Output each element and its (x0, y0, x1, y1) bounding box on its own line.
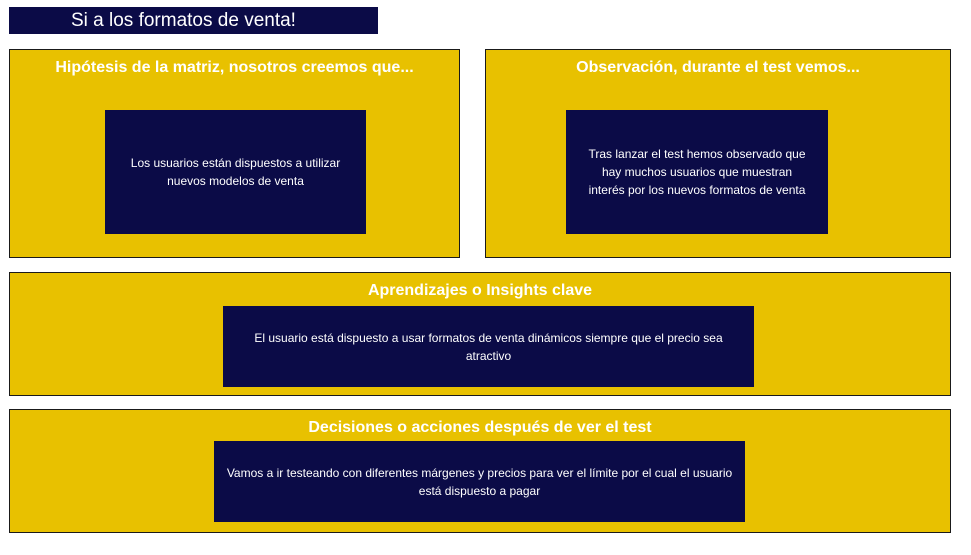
decisions-heading: Decisiones o acciones después de ver el test (308, 419, 652, 436)
observation-text: Tras lanzar el test hemos observado que hay muchos usuarios que muestran interés por los nuevos formatos de venta (566, 110, 828, 234)
decisions-text: Vamos a ir testeando con diferentes márgenes y precios para ver el límite por el cual el usuario está dispuesto a pagar (214, 441, 745, 522)
hypothesis-panel (9, 49, 460, 258)
insights-text: El usuario está dispuesto a usar formatos de venta dinámicos siempre que el precio sea atractivo (223, 306, 754, 387)
hypothesis-text: Los usuarios están dispuestos a utilizar nuevos modelos de venta (105, 110, 366, 234)
insights-heading: Aprendizajes o Insights clave (367, 282, 593, 299)
observation-panel (485, 49, 951, 258)
insights-panel (9, 272, 951, 396)
observation-heading: Observación, durante el test vemos... (576, 59, 860, 76)
slide-title: Si a los formatos de venta! (9, 7, 378, 34)
decisions-panel (9, 409, 951, 533)
hypothesis-heading: Hipótesis de la matriz, nosotros creemos que... (55, 59, 414, 76)
